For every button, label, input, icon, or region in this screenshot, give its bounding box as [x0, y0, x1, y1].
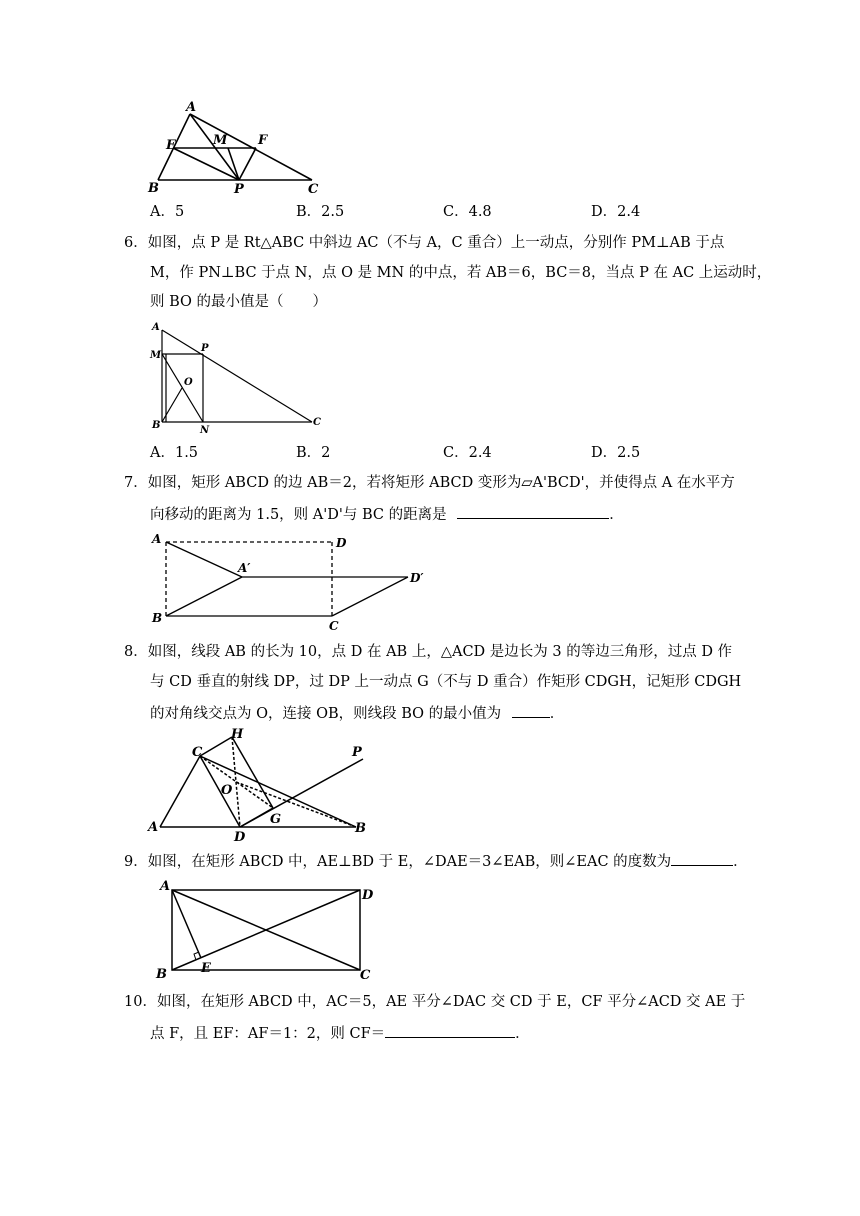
q5-label-m: M	[213, 133, 228, 148]
q6-figure	[148, 318, 338, 438]
q7-label-a-prime: A′	[238, 561, 251, 575]
q5-option-d: D．2.4	[591, 204, 641, 220]
q9-label-b: B	[156, 967, 167, 982]
q7-label-d-prime: D′	[410, 571, 424, 585]
q6-label-p: P	[201, 343, 209, 354]
q8-label-h: H	[231, 727, 244, 742]
q9-text-line1-end: ．	[733, 854, 748, 870]
q7-label-c: C	[329, 619, 339, 633]
q8-label-a: A	[148, 820, 159, 835]
q6-option-c: C．2.4	[443, 445, 492, 461]
q7-text-line1: 7．如图，矩形 ABCD 的边 AB＝2，若将矩形 ABCD 变形为▱A'BCD'，并使得点 A 在水平方	[124, 475, 735, 491]
q6-text-line3: 则 BO 的最小值是（ ）	[150, 294, 328, 310]
q6-option-d: D．2.5	[591, 445, 641, 461]
q6-label-a: A	[152, 322, 160, 333]
q7-figure	[148, 530, 438, 635]
q5-label-b: B	[148, 181, 159, 196]
q9-label-d: D	[362, 888, 374, 903]
q6-option-b: B．2	[296, 445, 331, 461]
q7-label-a: A	[152, 532, 162, 546]
q6-option-a: A．1.5	[150, 445, 199, 461]
q8-answer-blank[interactable]	[512, 703, 550, 718]
q7-answer-blank[interactable]	[457, 504, 609, 519]
q9-label-e: E	[201, 961, 211, 976]
q10-answer-blank[interactable]	[385, 1023, 515, 1038]
q10-text-line2-end: ．	[515, 1026, 530, 1042]
q5-label-c: C	[308, 182, 319, 197]
q8-text-line1: 8．如图，线段 AB 的长为 10，点 D 在 AB 上，△ACD 是边长为 3 的等边三角形，过点 D 作	[124, 644, 733, 660]
q8-label-p: P	[352, 745, 362, 760]
q5-label-f: F	[258, 133, 268, 148]
q9-label-a: A	[160, 879, 171, 894]
q6-text-line1: 6．如图，点 P 是 Rt△ABC 中斜边 AC（不与 A，C 重合）上一动点，分别作 PM⊥AB 于点	[124, 235, 725, 251]
q5-option-a: A．5	[150, 204, 185, 220]
q5-figure	[140, 98, 340, 198]
q8-figure	[146, 724, 386, 844]
q7-label-d: D	[336, 536, 347, 550]
q8-text-line3-end: ．	[549, 706, 565, 722]
q8-label-d: D	[234, 830, 246, 845]
q9-figure	[148, 878, 388, 982]
q8-text-line2: 与 CD 垂直的射线 DP，过 DP 上一动点 G（不与 D 重合）作矩形 CDGH，记矩形 CDGH	[150, 674, 742, 690]
q7-text-line2-end: ．	[609, 507, 624, 523]
q6-label-o: O	[184, 377, 193, 388]
q9-text-line1-main: 9．如图，在矩形 ABCD 中，AE⊥BD 于 E，∠DAE＝3∠EAB，则∠EAC 的度数为	[124, 854, 672, 870]
q8-text-line3-main: 的对角线交点为 O，连接 OB，则线段 BO 的最小值为	[150, 706, 502, 722]
q5-label-a: A	[186, 100, 197, 115]
q9-answer-blank[interactable]	[671, 851, 733, 866]
q7-label-b: B	[152, 611, 163, 625]
q10-text-line2-main: 点 F，且 EF：AF＝1：2，则 CF＝	[150, 1026, 386, 1042]
q5-option-c: C．4.8	[443, 204, 492, 220]
q8-label-b: B	[355, 821, 366, 836]
q10-text-line1: 10．如图，在矩形 ABCD 中，AC＝5，AE 平分∠DAC 交 CD 于 E，CF 平分∠ACD 交 AE 于	[124, 994, 746, 1010]
q5-label-p: P	[234, 182, 244, 197]
q5-label-e: E	[166, 138, 176, 153]
q8-label-c: C	[192, 745, 203, 760]
q7-text-line2-main: 向移动的距离为 1.5，则 A'D'与 BC 的距离是	[150, 507, 447, 523]
q8-label-g: G	[270, 812, 282, 827]
q6-label-b: B	[152, 420, 161, 431]
q6-label-c: C	[313, 417, 321, 428]
q6-label-n: N	[200, 425, 210, 436]
q6-text-line2: M，作 PN⊥BC 于点 N，点 O 是 MN 的中点，若 AB＝6，BC＝8，当点 P 在 AC 上运动时，	[150, 265, 772, 281]
q6-label-m: M	[150, 350, 162, 361]
q9-label-c: C	[360, 968, 371, 983]
q8-text-line3	[150, 703, 564, 724]
q9-text-line1	[124, 851, 748, 872]
q5-option-b: B．2.5	[296, 204, 345, 220]
q7-text-line2	[150, 504, 624, 525]
q10-text-line2	[150, 1023, 530, 1044]
q8-label-o: O	[221, 783, 233, 798]
